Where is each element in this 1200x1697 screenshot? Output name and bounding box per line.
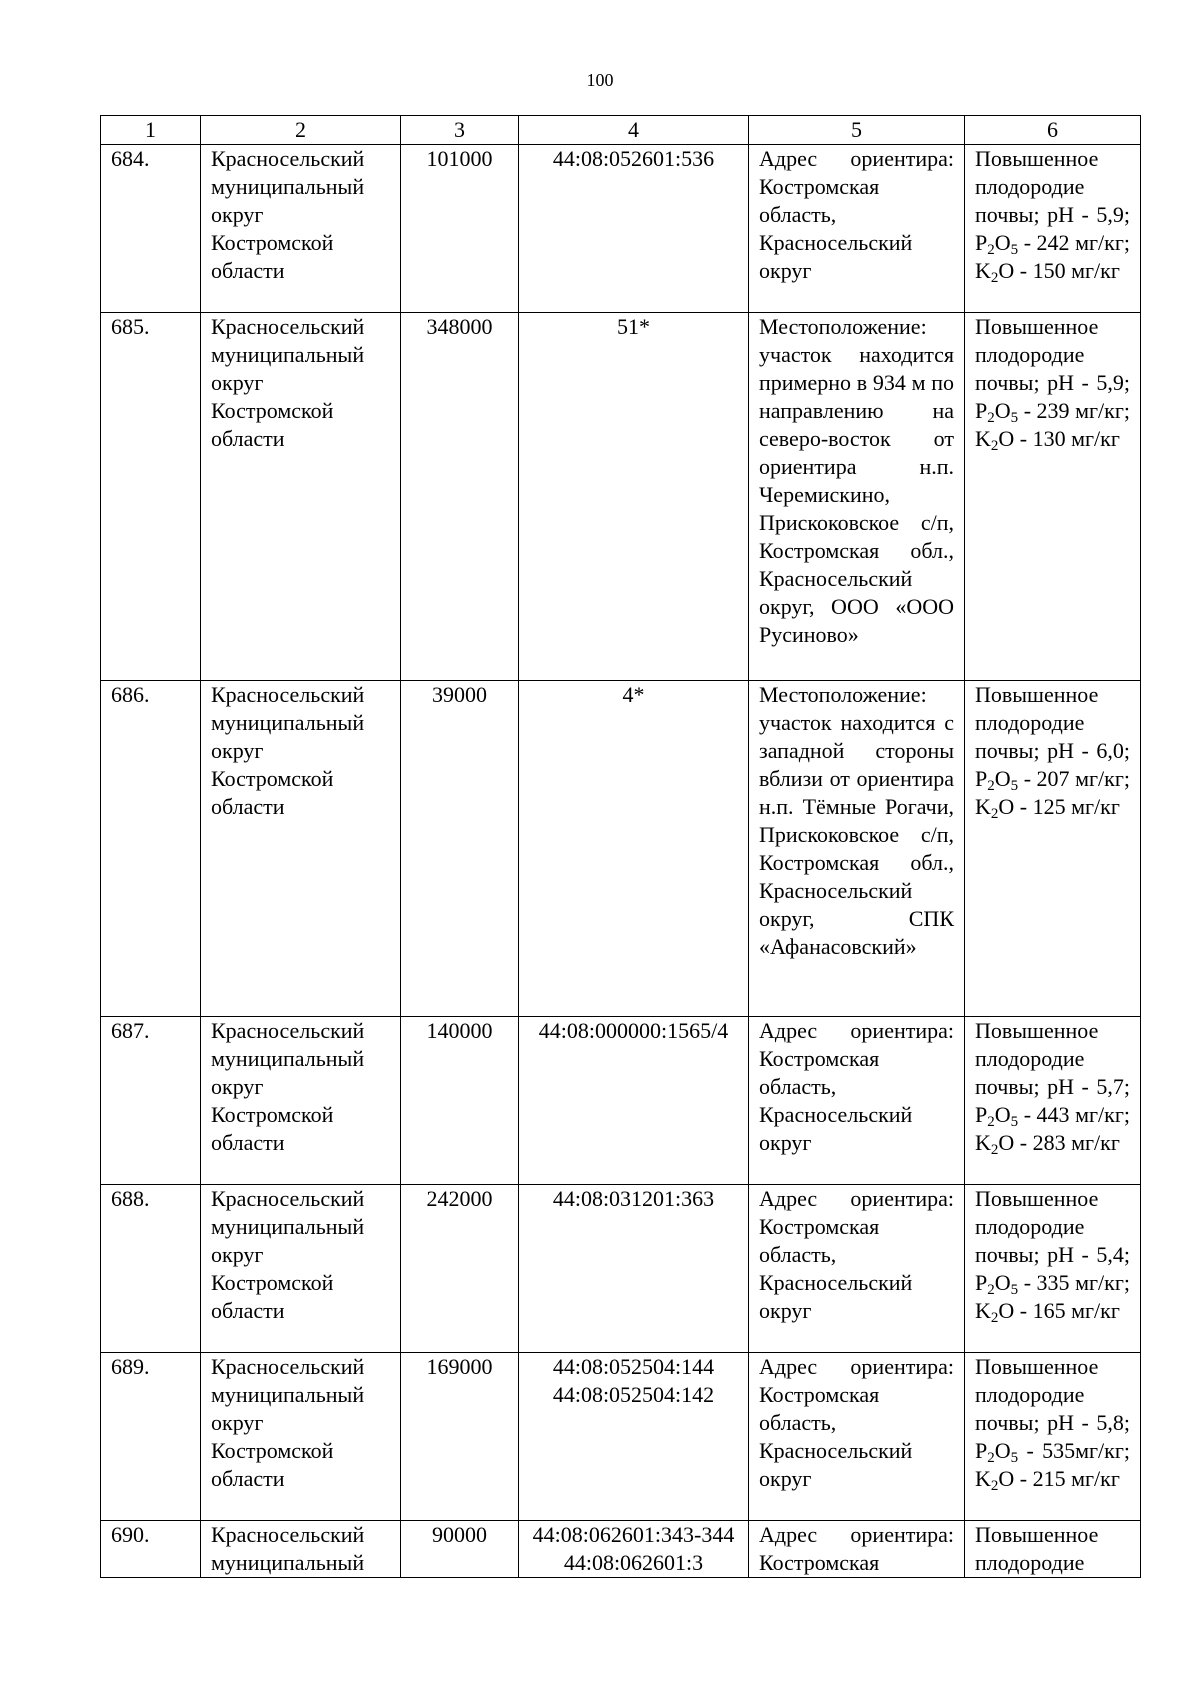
fertility-text: O - 130 мг/кг [998,426,1120,451]
subscript: 2 [987,778,995,794]
subscript: 2 [987,1450,995,1466]
district-cell: Красносельский муниципальный округ Костромской области [201,1353,401,1521]
subscript: 2 [987,242,995,258]
cadastral-number: 44:08:052504:142 [552,1382,715,1407]
location-cell: Адрес ориентира: Костромская область, Красносельский округ [749,1185,965,1353]
subscript: 2 [990,1142,999,1158]
fertility-lead: Повышенное плодородие почвы; pH - 6,0; P [975,682,1130,791]
cadastral-number: 44:08:052601:536 [552,146,715,171]
table-row [101,1353,1141,1521]
header-col-5: 5 [749,116,965,145]
cadastral-number: 44:08:031201:363 [552,1186,715,1211]
table-row [101,1017,1141,1185]
row-number: 690. [101,1521,201,1578]
subscript: 2 [990,1310,999,1326]
location-cell: Адрес ориентира: Костромская область, Красносельский округ [749,1017,965,1185]
fertility-text: O - 165 мг/кг [998,1298,1120,1323]
fertility-text: O - 215 мг/кг [998,1466,1120,1491]
subscript: 2 [990,1478,999,1494]
cadastral-cell [519,1185,749,1353]
location-cell: Адрес ориентира: Костромская область, Красносельский округ [749,145,965,313]
district-cell: Красносельский муниципальный округ Костромской области [201,1185,401,1353]
header-col-6: 6 [965,116,1141,145]
fertility-text: O - 125 мг/кг [998,794,1120,819]
row-number: 685. [101,313,201,681]
area-cell: 101000 [401,145,519,313]
fertility-text: - 239 мг/кг; K [975,398,1130,451]
fertility-text: O [994,230,1011,255]
cadastral-number: 51* [617,314,650,339]
header-col-4: 4 [519,116,749,145]
district-cell: Красносельский муниципальный [201,1521,401,1578]
area-cell: 90000 [401,1521,519,1578]
district-cell: Красносельский муниципальный округ Костромской области [201,1017,401,1185]
row-number: 687. [101,1017,201,1185]
subscript: 2 [990,270,999,286]
fertility-cell [965,313,1141,681]
fertility-text: - 335 мг/кг; K [975,1270,1130,1323]
fertility-cell [965,1521,1141,1578]
header-col-1: 1 [101,116,201,145]
fertility-text: O [994,1438,1011,1463]
area-cell: 242000 [401,1185,519,1353]
fertility-text: O [994,398,1011,423]
fertility-lead: Повышенное плодородие почвы; pH - 5,8; P [975,1354,1130,1463]
subscript: 5 [1010,410,1019,426]
fertility-cell [965,145,1141,313]
row-number: 686. [101,681,201,1017]
cadastral-cell [519,681,749,1017]
fertility-cell [965,1353,1141,1521]
cadastral-cell [519,145,749,313]
table-row [101,681,1141,1017]
table-row [101,313,1141,681]
location-cell: Местоположение: участок находится примерно в 934 м по направлению на северо-восток от ориентира н.п. Черемискино, Прискоковское с/п, Костромская обл., Красносельский округ, ООО «ООО Русиново» [749,313,965,681]
cadastral-cell [519,1017,749,1185]
fertility-text: O [994,766,1011,791]
row-number: 688. [101,1185,201,1353]
cadastral-cell [519,313,749,681]
cadastral-number: 44:08:000000:1565/4 [538,1018,729,1043]
table-row [101,1185,1141,1353]
subscript: 5 [1010,1450,1019,1466]
fertility-cell [965,1185,1141,1353]
area-cell: 348000 [401,313,519,681]
page-number: 100 [586,70,614,90]
fertility-lead: Повышенное плодородие почвы; pH - 5,9; P [975,146,1130,255]
fertility-text: O [994,1270,1011,1295]
fertility-text: - 207 мг/кг; K [975,766,1130,819]
subscript: 5 [1010,242,1019,258]
fertility-text: O - 283 мг/кг [998,1130,1120,1155]
subscript: 5 [1010,1114,1019,1130]
cadastral-number: 44:08:062601:343-344 44:08:062601:3 [532,1522,735,1575]
location-cell: Местоположение: участок находится с западной стороны вблизи от ориентира н.п. Тёмные Рогачи, Прискоковское с/п, Костромская обл., Красносельский округ, СПК «Афанасовский» [749,681,965,1017]
cadastral-cell [519,1353,749,1521]
row-number: 689. [101,1353,201,1521]
location-cell: Адрес ориентира: Костромская [749,1521,965,1578]
header-col-3: 3 [401,116,519,145]
cadastral-cell [519,1521,749,1578]
location-cell: Адрес ориентира: Костромская область, Красносельский округ [749,1353,965,1521]
cadastral-number: 44:08:052504:144 [552,1354,715,1379]
header-col-2: 2 [201,116,401,145]
subscript: 5 [1010,1282,1019,1298]
fertility-text: O - 150 мг/кг [998,258,1120,283]
fertility-lead: Повышенное плодородие почвы; pH - 5,4; P [975,1186,1130,1295]
fertility-lead: Повышенное плодородие почвы; pH - 5,7; P [975,1018,1130,1127]
subscript: 5 [1010,778,1019,794]
table-row [101,145,1141,313]
area-cell: 169000 [401,1353,519,1521]
fertility-text: - 443 мг/кг; K [975,1102,1130,1155]
row-number: 684. [101,145,201,313]
area-cell: 39000 [401,681,519,1017]
land-plots-table [100,115,1141,1578]
district-cell: Красносельский муниципальный округ Костромской области [201,313,401,681]
district-cell: Красносельский муниципальный округ Костромской области [201,681,401,1017]
fertility-cell [965,1017,1141,1185]
subscript: 2 [987,1114,995,1130]
subscript: 2 [987,410,995,426]
table-row [101,1521,1141,1578]
fertility-text: O [994,1102,1011,1127]
subscript: 2 [990,806,999,822]
fertility-cell [965,681,1141,1017]
subscript: 2 [990,438,999,454]
area-cell: 140000 [401,1017,519,1185]
subscript: 2 [987,1282,995,1298]
fertility-text: - 242 мг/кг; K [975,230,1130,283]
fertility-lead: Повышенное плодородие почвы; pH - 5,9; P [975,314,1130,423]
fertility-lead: Повышенное плодородие [975,1522,1099,1575]
cadastral-number: 4* [622,682,645,707]
fertility-text: - 535мг/кг; K [975,1438,1130,1491]
table-header-row [101,116,1141,145]
district-cell: Красносельский муниципальный округ Костромской области [201,145,401,313]
